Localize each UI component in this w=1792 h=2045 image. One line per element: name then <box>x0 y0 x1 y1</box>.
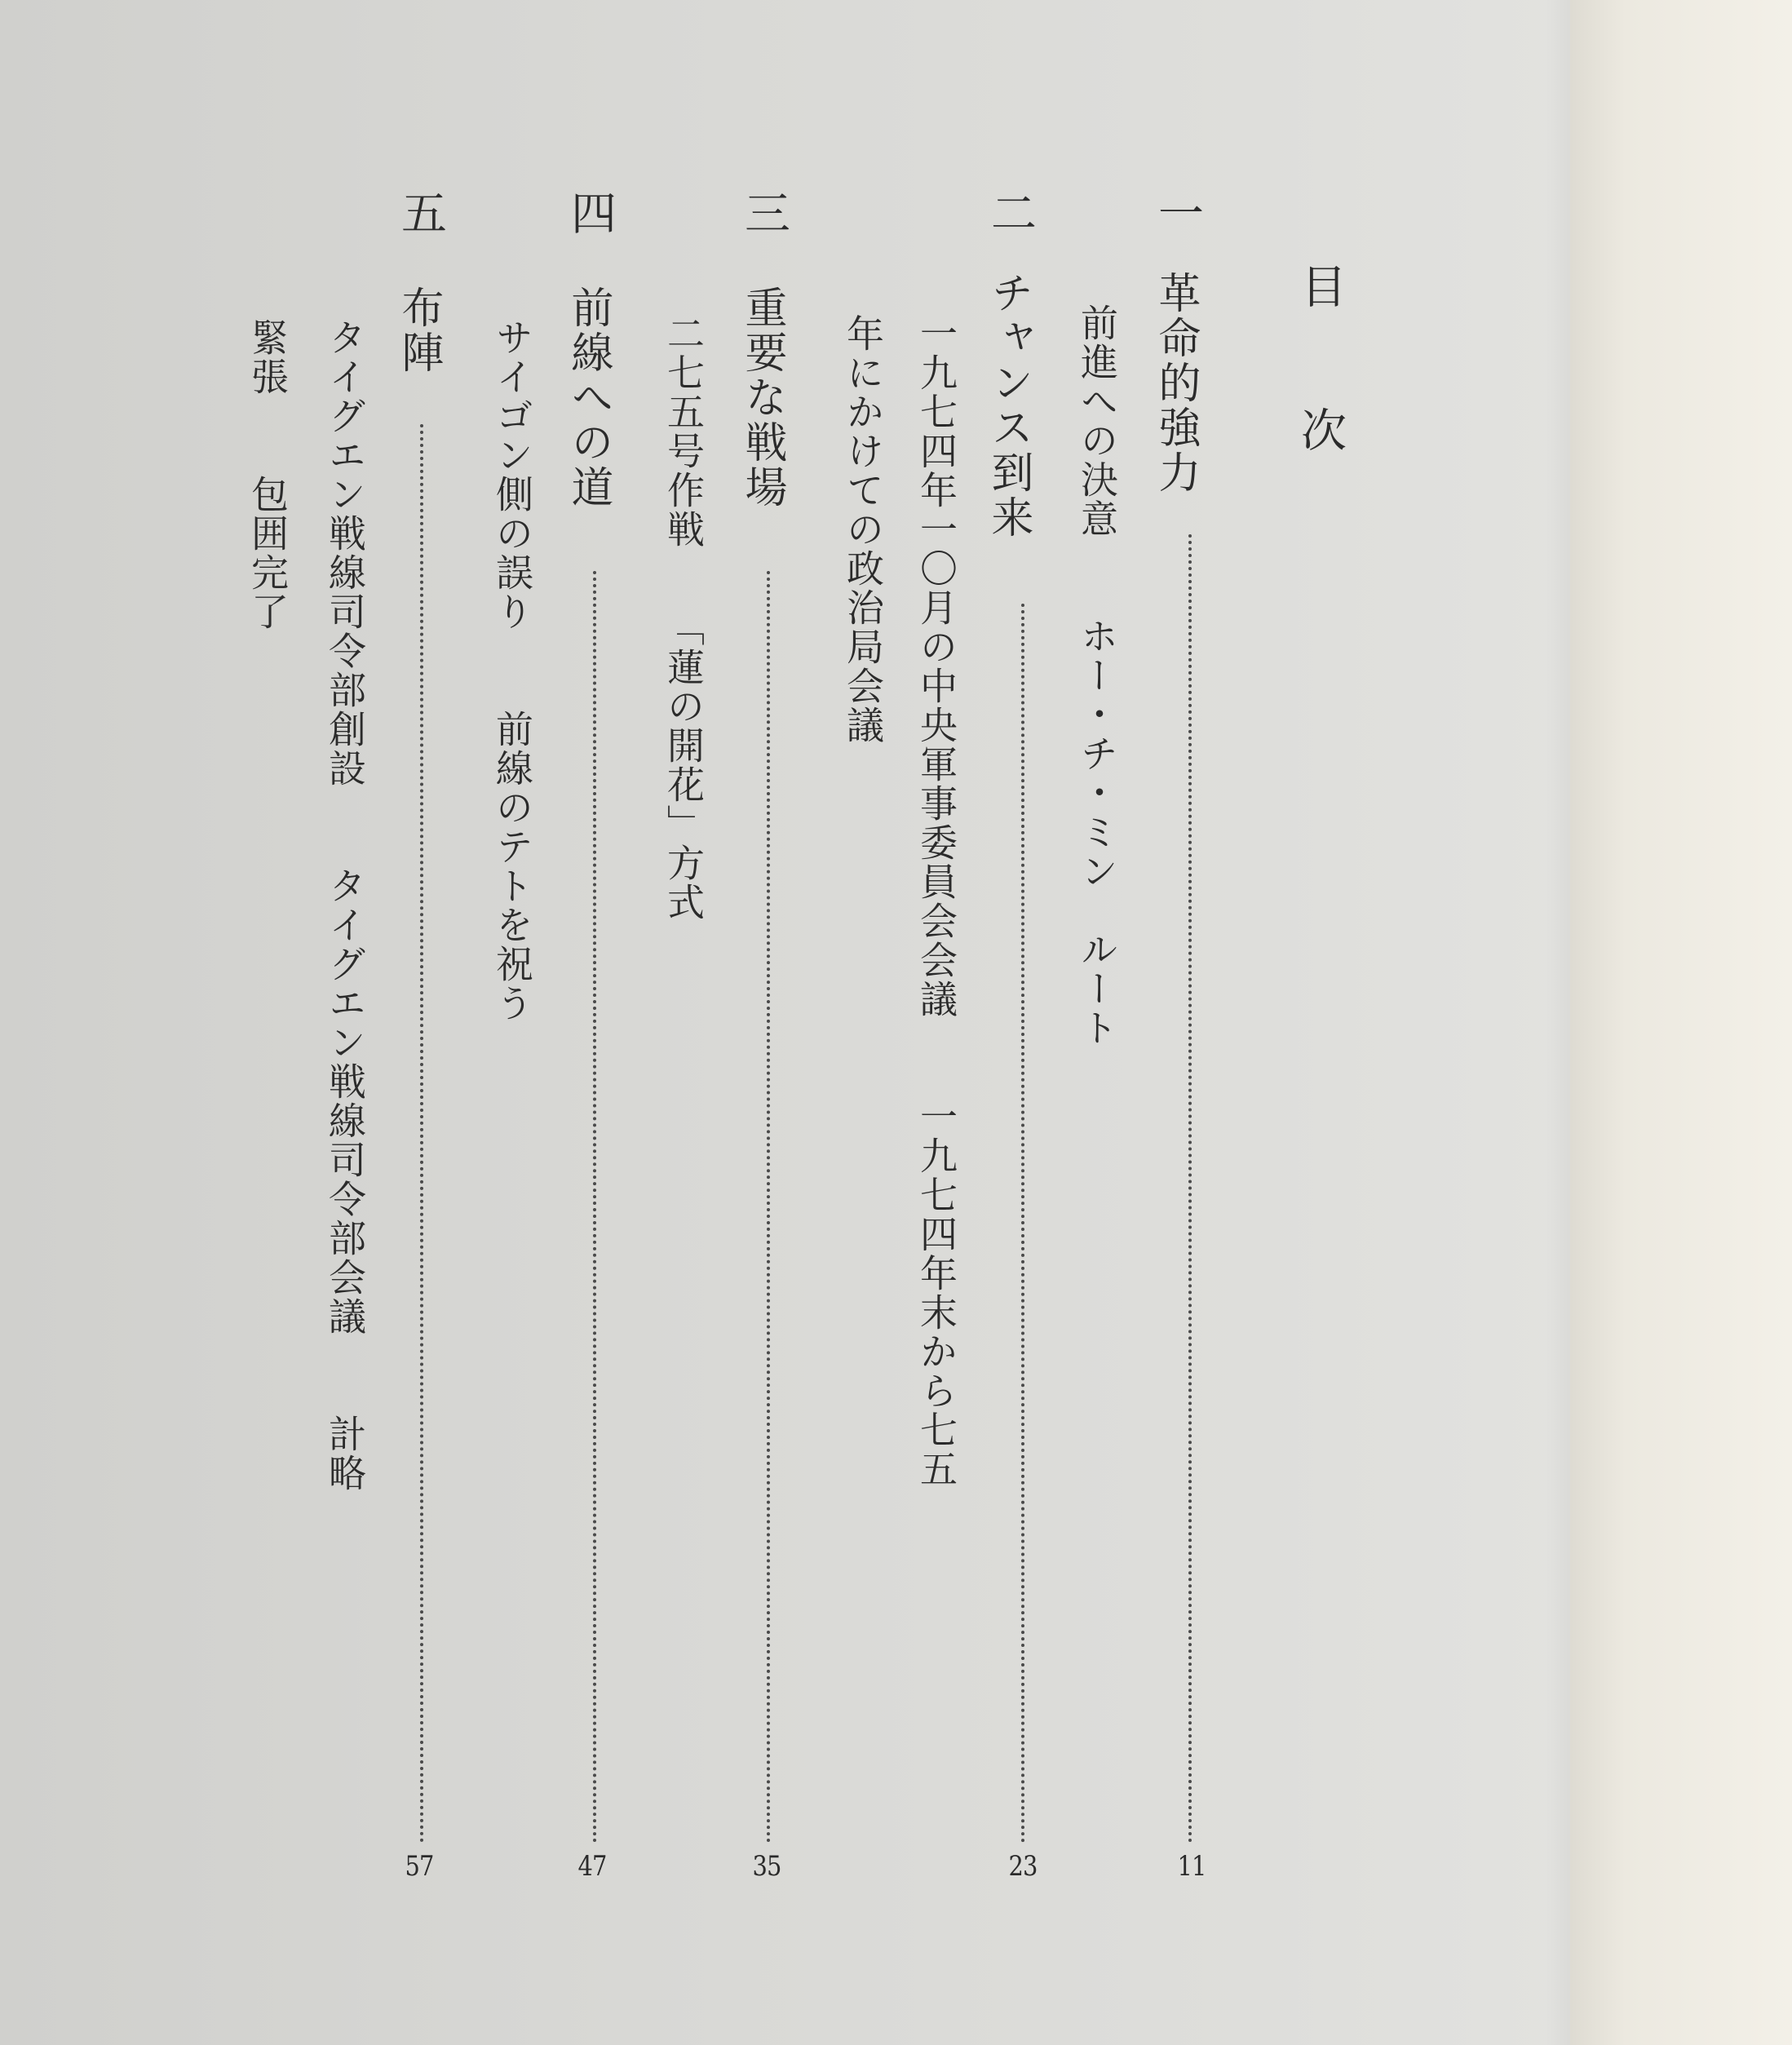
chapter-1-page-number: 11 <box>1177 1850 1206 1883</box>
chapter-2-page-number: 23 <box>1008 1850 1038 1883</box>
chapter-4-number: 四 <box>564 189 617 235</box>
chapter-2-sections-line-2: 年にかけての政治局会議 <box>841 314 885 745</box>
chapter-4-page-number: 47 <box>577 1850 607 1883</box>
chapter-5-title: 布陣 <box>394 286 443 375</box>
chapter-1-number: 一 <box>1151 189 1204 235</box>
chapter-5-sections-line-2: 緊張 包囲完了 <box>246 318 290 631</box>
chapter-5-number: 五 <box>394 189 447 235</box>
chapter-3-page-number: 35 <box>752 1850 781 1883</box>
chapter-3-title: 重要な戦場 <box>737 286 786 510</box>
toc-title: 目次 <box>1294 263 1347 550</box>
chapter-4-title: 前線への道 <box>564 286 613 510</box>
chapter-2-number: 二 <box>984 189 1037 235</box>
chapter-1-leader-dots <box>1188 534 1192 1844</box>
chapter-2-leader-dots <box>1021 604 1024 1844</box>
chapter-2-sections-line-1: 一九七四年一〇月の中央軍事委員会会議 一九七四年末から七五 <box>914 314 958 1489</box>
chapter-3-sections-line-1: 二七五号作戦 「蓮の開花」方式 <box>661 314 706 922</box>
chapter-4-leader-dots <box>593 571 596 1844</box>
chapter-5-leader-dots <box>420 424 423 1844</box>
chapter-2-title: チャンス到来 <box>984 271 1033 540</box>
page-edge <box>1570 0 1792 2045</box>
chapter-4-sections-line-1: サイゴン側の誤り 前線のテトを祝う <box>490 318 534 1023</box>
chapter-5-sections-line-1: タイグエン戦線司令部創設 タイグエン戦線司令部会議 計略 <box>323 318 367 1493</box>
chapter-1-title: 革命的強力 <box>1151 271 1200 495</box>
chapter-3-leader-dots <box>767 571 770 1844</box>
chapter-5-page-number: 57 <box>405 1850 434 1883</box>
chapter-3-number: 三 <box>737 189 790 235</box>
chapter-1-sections-line-1: 前進への決意 ホー・チ・ミン ルート <box>1075 303 1119 1047</box>
